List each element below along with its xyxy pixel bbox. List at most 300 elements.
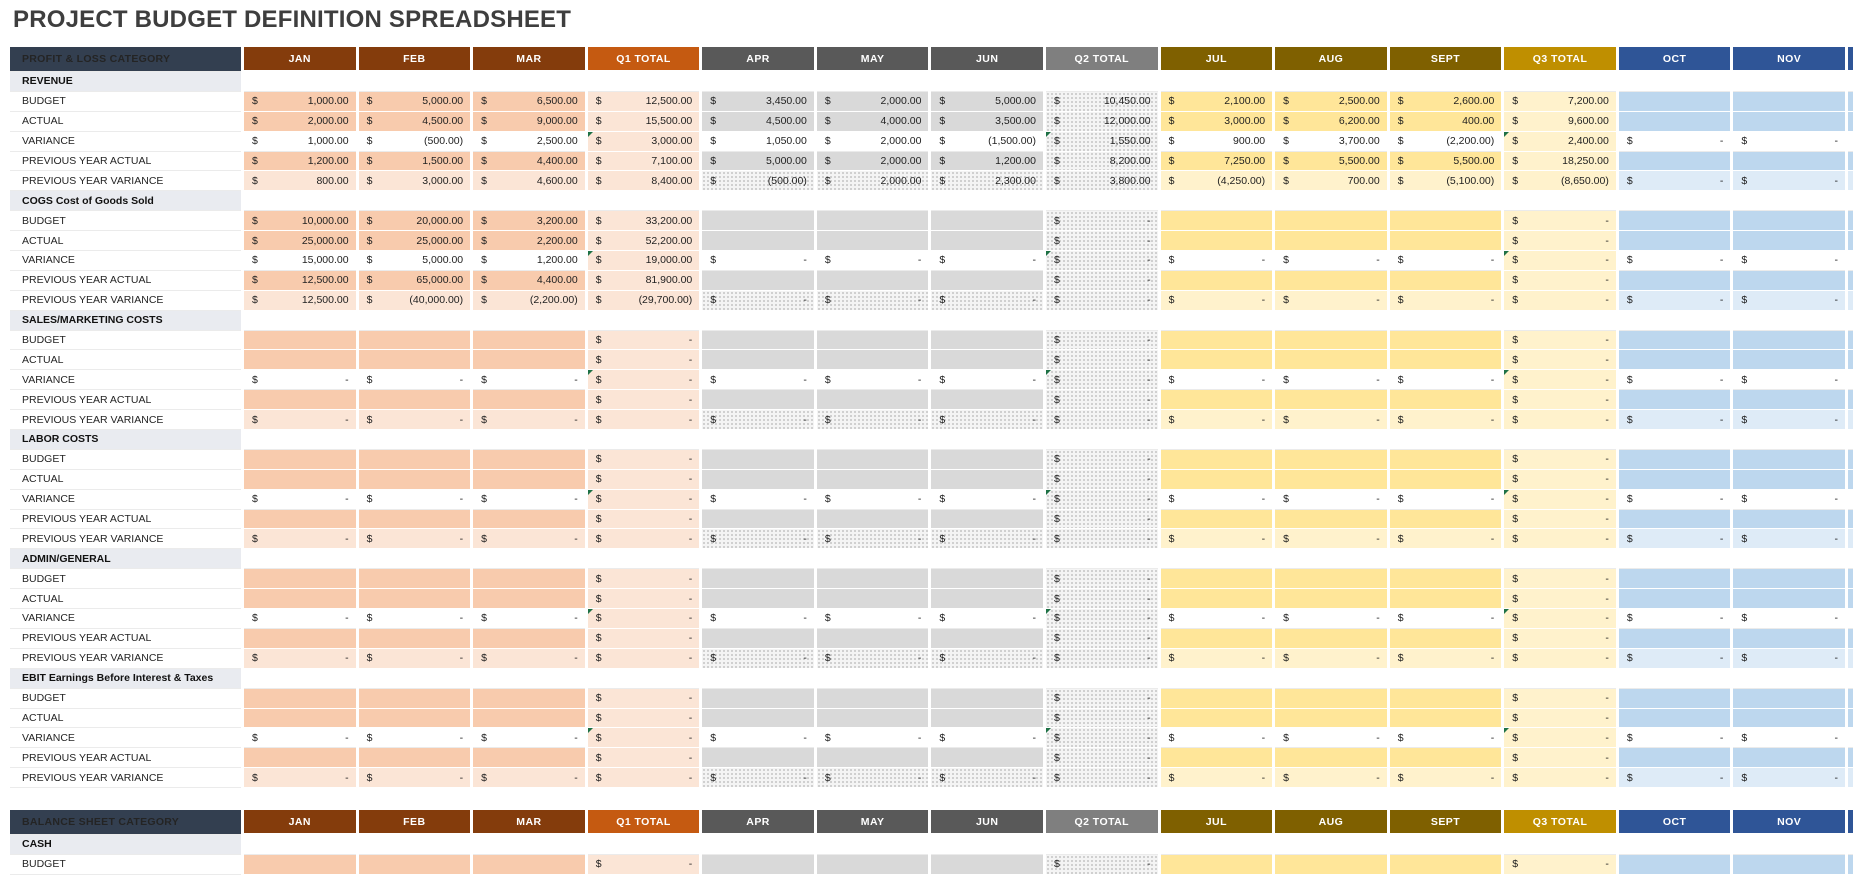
data-cell[interactable] [1504,370,1616,390]
column-header-aug[interactable]: AUG [1275,47,1387,72]
data-cell[interactable] [1733,629,1845,649]
row-label[interactable]: PREVIOUS YEAR VARIANCE [10,529,241,549]
data-cell[interactable] [1733,271,1845,291]
row-label[interactable]: BUDGET [10,92,241,112]
section-row-cell[interactable] [1619,191,1731,211]
data-cell[interactable] [588,709,700,729]
data-cell[interactable] [473,529,585,549]
row-label[interactable]: ACTUAL [10,709,241,729]
data-cell[interactable] [1046,92,1158,112]
data-cell[interactable] [244,112,356,132]
data-cell[interactable] [359,251,471,271]
data-cell[interactable] [1161,649,1273,669]
data-cell[interactable] [359,748,471,768]
data-cell[interactable] [473,569,585,589]
data-cell[interactable] [1161,271,1273,291]
section-row-cell[interactable] [931,549,1043,569]
section-row-cell[interactable] [1504,430,1616,450]
data-cell[interactable] [588,855,700,875]
row-label[interactable]: PREVIOUS YEAR ACTUAL [10,152,241,172]
data-cell[interactable] [1733,748,1845,768]
data-cell[interactable] [1733,132,1845,152]
column-header-jan[interactable]: JAN [244,47,356,72]
data-cell[interactable] [702,112,814,132]
data-cell[interactable] [359,450,471,470]
data-cell[interactable] [1161,450,1273,470]
section-row-cell[interactable] [588,669,700,689]
section-row-cell[interactable] [244,549,356,569]
data-cell[interactable] [1275,92,1387,112]
column-header-nov[interactable]: NOV [1733,47,1845,72]
section-row-cell[interactable] [1733,549,1845,569]
data-cell[interactable] [702,855,814,875]
section-row-cell[interactable] [1390,311,1502,331]
data-cell[interactable] [1390,350,1502,370]
section-row-cell[interactable] [244,191,356,211]
data-cell[interactable] [1046,390,1158,410]
data-cell[interactable] [588,490,700,510]
section-row-cell[interactable] [588,72,700,92]
data-cell[interactable] [473,271,585,291]
data-cell[interactable] [931,855,1043,875]
table-category-header[interactable]: PROFIT & LOSS CATEGORY [10,47,241,72]
data-cell[interactable] [1161,231,1273,251]
data-cell[interactable] [1619,251,1731,271]
data-cell[interactable] [1619,589,1731,609]
data-cell[interactable] [931,768,1043,788]
data-cell[interactable] [473,92,585,112]
data-cell[interactable] [817,152,929,172]
data-cell[interactable] [244,768,356,788]
data-cell[interactable] [1733,410,1845,430]
column-header-jan[interactable]: JAN [244,810,356,835]
data-cell[interactable] [1275,470,1387,490]
section-row-cell[interactable] [1619,430,1731,450]
data-cell[interactable] [473,609,585,629]
section-row-cell[interactable] [244,669,356,689]
data-cell[interactable] [1619,689,1731,709]
data-cell[interactable] [1504,569,1616,589]
data-cell[interactable] [1390,410,1502,430]
data-cell[interactable] [1390,510,1502,530]
data-cell[interactable] [1275,171,1387,191]
data-cell[interactable] [1619,855,1731,875]
data-cell[interactable] [244,689,356,709]
data-cell[interactable] [1619,728,1731,748]
data-cell[interactable] [1046,529,1158,549]
data-cell[interactable] [1275,370,1387,390]
data-cell[interactable] [473,350,585,370]
data-cell[interactable] [702,490,814,510]
section-row-cell[interactable] [1161,549,1273,569]
data-cell[interactable] [588,569,700,589]
data-cell[interactable] [1275,609,1387,629]
data-cell[interactable] [1046,709,1158,729]
data-cell[interactable] [588,689,700,709]
data-cell[interactable] [1504,589,1616,609]
data-cell[interactable] [473,689,585,709]
data-cell[interactable] [1390,649,1502,669]
row-label[interactable]: VARIANCE [10,728,241,748]
section-row-cell[interactable] [1275,549,1387,569]
data-cell[interactable] [1733,728,1845,748]
section-row-cell[interactable] [1275,72,1387,92]
column-header-jun[interactable]: JUN [931,47,1043,72]
data-cell[interactable] [1504,510,1616,530]
section-row-cell[interactable] [1161,430,1273,450]
section-row-cell[interactable] [817,191,929,211]
row-label[interactable]: PREVIOUS YEAR ACTUAL [10,510,241,530]
section-row-cell[interactable] [1733,72,1845,92]
data-cell[interactable] [1504,450,1616,470]
data-cell[interactable] [1619,490,1731,510]
data-cell[interactable] [1619,132,1731,152]
data-cell[interactable] [1504,92,1616,112]
section-row-cell[interactable] [931,669,1043,689]
data-cell[interactable] [1733,112,1845,132]
section-row-cell[interactable] [1046,669,1158,689]
data-cell[interactable] [817,510,929,530]
row-label[interactable]: PREVIOUS YEAR VARIANCE [10,291,241,311]
data-cell[interactable] [702,649,814,669]
data-cell[interactable] [1390,152,1502,172]
row-label[interactable]: PREVIOUS YEAR ACTUAL [10,390,241,410]
data-cell[interactable] [1733,529,1845,549]
row-label[interactable]: VARIANCE [10,132,241,152]
data-cell[interactable] [1390,92,1502,112]
data-cell[interactable] [1504,689,1616,709]
data-cell[interactable] [931,271,1043,291]
data-cell[interactable] [473,370,585,390]
section-row-cell[interactable] [1161,835,1273,855]
data-cell[interactable] [931,331,1043,351]
data-cell[interactable] [359,331,471,351]
data-cell[interactable] [359,171,471,191]
section-row-cell[interactable] [702,311,814,331]
data-cell[interactable] [1275,291,1387,311]
data-cell[interactable] [359,569,471,589]
data-cell[interactable] [817,251,929,271]
data-cell[interactable] [1161,132,1273,152]
data-cell[interactable] [1733,689,1845,709]
data-cell[interactable] [1390,709,1502,729]
data-cell[interactable] [931,171,1043,191]
section-row-cell[interactable] [359,311,471,331]
data-cell[interactable] [817,569,929,589]
data-cell[interactable] [1504,855,1616,875]
data-cell[interactable] [702,132,814,152]
data-cell[interactable] [817,350,929,370]
section-row-cell[interactable] [359,835,471,855]
column-header-q3-total[interactable]: Q3 TOTAL [1504,810,1616,835]
data-cell[interactable] [244,370,356,390]
data-cell[interactable] [817,370,929,390]
data-cell[interactable] [1046,855,1158,875]
data-cell[interactable] [1390,291,1502,311]
data-cell[interactable] [473,629,585,649]
section-row-cell[interactable] [1733,669,1845,689]
data-cell[interactable] [817,211,929,231]
data-cell[interactable] [359,410,471,430]
data-cell[interactable] [359,112,471,132]
data-cell[interactable] [1161,152,1273,172]
row-label[interactable]: PREVIOUS YEAR VARIANCE [10,768,241,788]
column-header-q2-total[interactable]: Q2 TOTAL [1046,47,1158,72]
data-cell[interactable] [702,629,814,649]
section-row-cell[interactable] [359,669,471,689]
section-row-cell[interactable] [702,669,814,689]
data-cell[interactable] [1161,689,1273,709]
data-cell[interactable] [931,211,1043,231]
section-row-cell[interactable] [244,835,356,855]
data-cell[interactable] [1161,510,1273,530]
data-cell[interactable] [1390,370,1502,390]
data-cell[interactable] [931,132,1043,152]
data-cell[interactable] [1733,450,1845,470]
data-cell[interactable] [359,291,471,311]
data-cell[interactable] [473,589,585,609]
data-cell[interactable] [931,231,1043,251]
row-label[interactable]: BUDGET [10,450,241,470]
section-row-cell[interactable] [1504,72,1616,92]
data-cell[interactable] [244,589,356,609]
data-cell[interactable] [1046,450,1158,470]
section-row-cell[interactable] [473,72,585,92]
data-cell[interactable] [588,609,700,629]
data-cell[interactable] [473,748,585,768]
data-cell[interactable] [359,855,471,875]
data-cell[interactable] [473,171,585,191]
column-header-jul[interactable]: JUL [1161,810,1273,835]
data-cell[interactable] [1161,609,1273,629]
data-cell[interactable] [588,450,700,470]
data-cell[interactable] [473,510,585,530]
data-cell[interactable] [1161,211,1273,231]
data-cell[interactable] [1046,231,1158,251]
data-cell[interactable] [1504,390,1616,410]
data-cell[interactable] [1046,510,1158,530]
data-cell[interactable] [817,291,929,311]
row-label[interactable]: BUDGET [10,689,241,709]
data-cell[interactable] [1504,410,1616,430]
data-cell[interactable] [473,490,585,510]
data-cell[interactable] [931,689,1043,709]
data-cell[interactable] [1046,211,1158,231]
data-cell[interactable] [702,529,814,549]
section-row-cell[interactable] [1046,549,1158,569]
data-cell[interactable] [817,231,929,251]
data-cell[interactable] [1619,390,1731,410]
section-row-cell[interactable] [588,311,700,331]
section-row-cell[interactable] [702,191,814,211]
data-cell[interactable] [244,271,356,291]
data-cell[interactable] [1275,331,1387,351]
data-cell[interactable] [1161,855,1273,875]
row-label[interactable]: ACTUAL [10,112,241,132]
data-cell[interactable] [588,748,700,768]
data-cell[interactable] [817,609,929,629]
data-cell[interactable] [1161,709,1273,729]
column-header-aug[interactable]: AUG [1275,810,1387,835]
section-row-cell[interactable] [1390,835,1502,855]
data-cell[interactable] [1161,291,1273,311]
data-cell[interactable] [359,390,471,410]
section-row-cell[interactable] [702,430,814,450]
row-label[interactable]: VARIANCE [10,609,241,629]
data-cell[interactable] [588,390,700,410]
data-cell[interactable] [1733,92,1845,112]
column-header-q3-total[interactable]: Q3 TOTAL [1504,47,1616,72]
data-cell[interactable] [1733,251,1845,271]
data-cell[interactable] [244,132,356,152]
data-cell[interactable] [702,331,814,351]
data-cell[interactable] [588,171,700,191]
data-cell[interactable] [1619,171,1731,191]
data-cell[interactable] [1161,529,1273,549]
data-cell[interactable] [1046,569,1158,589]
data-cell[interactable] [702,350,814,370]
data-cell[interactable] [1046,470,1158,490]
data-cell[interactable] [817,629,929,649]
section-row-cell[interactable] [702,549,814,569]
data-cell[interactable] [1275,410,1387,430]
data-cell[interactable] [1619,768,1731,788]
data-cell[interactable] [817,855,929,875]
data-cell[interactable] [359,231,471,251]
data-cell[interactable] [1504,251,1616,271]
section-row-cell[interactable] [1046,430,1158,450]
column-header-sept[interactable]: SEPT [1390,47,1502,72]
data-cell[interactable] [588,132,700,152]
data-cell[interactable] [1275,112,1387,132]
data-cell[interactable] [1161,92,1273,112]
data-cell[interactable] [588,152,700,172]
data-cell[interactable] [702,231,814,251]
data-cell[interactable] [817,470,929,490]
data-cell[interactable] [473,410,585,430]
data-cell[interactable] [1161,350,1273,370]
data-cell[interactable] [1504,271,1616,291]
data-cell[interactable] [588,510,700,530]
data-cell[interactable] [1733,510,1845,530]
data-cell[interactable] [1390,132,1502,152]
data-cell[interactable] [1504,529,1616,549]
section-row-cell[interactable] [1275,311,1387,331]
data-cell[interactable] [473,470,585,490]
data-cell[interactable] [931,112,1043,132]
data-cell[interactable] [1275,132,1387,152]
column-header-oct[interactable]: OCT [1619,47,1731,72]
section-row-cell[interactable] [359,430,471,450]
data-cell[interactable] [359,490,471,510]
section-row-cell[interactable] [359,72,471,92]
data-cell[interactable] [244,649,356,669]
data-cell[interactable] [702,569,814,589]
data-cell[interactable] [473,728,585,748]
data-cell[interactable] [1733,171,1845,191]
section-row-cell[interactable] [1390,72,1502,92]
section-row-cell[interactable] [817,835,929,855]
data-cell[interactable] [1504,609,1616,629]
data-cell[interactable] [1390,231,1502,251]
column-header-may[interactable]: MAY [817,810,929,835]
data-cell[interactable] [588,768,700,788]
data-cell[interactable] [931,569,1043,589]
data-cell[interactable] [473,709,585,729]
data-cell[interactable] [702,450,814,470]
data-cell[interactable] [1733,370,1845,390]
section-row-cell[interactable] [1161,191,1273,211]
data-cell[interactable] [931,609,1043,629]
data-cell[interactable] [931,589,1043,609]
data-cell[interactable] [931,390,1043,410]
data-cell[interactable] [1504,132,1616,152]
section-row-cell[interactable] [244,430,356,450]
data-cell[interactable] [702,92,814,112]
data-cell[interactable] [1390,271,1502,291]
data-cell[interactable] [1733,390,1845,410]
section-row-cell[interactable] [473,191,585,211]
section-row-cell[interactable] [588,191,700,211]
data-cell[interactable] [588,470,700,490]
data-cell[interactable] [473,152,585,172]
section-header[interactable]: ADMIN/GENERAL [10,549,241,569]
data-cell[interactable] [931,649,1043,669]
section-row-cell[interactable] [1275,835,1387,855]
data-cell[interactable] [1390,855,1502,875]
data-cell[interactable] [244,529,356,549]
data-cell[interactable] [359,470,471,490]
data-cell[interactable] [1390,211,1502,231]
section-row-cell[interactable] [931,191,1043,211]
data-cell[interactable] [1275,748,1387,768]
data-cell[interactable] [1275,589,1387,609]
data-cell[interactable] [702,689,814,709]
section-row-cell[interactable] [702,835,814,855]
data-cell[interactable] [702,510,814,530]
data-cell[interactable] [588,251,700,271]
data-cell[interactable] [1161,370,1273,390]
data-cell[interactable] [359,132,471,152]
section-row-cell[interactable] [359,191,471,211]
data-cell[interactable] [1275,271,1387,291]
data-cell[interactable] [244,231,356,251]
data-cell[interactable] [1046,350,1158,370]
data-cell[interactable] [1275,350,1387,370]
data-cell[interactable] [588,231,700,251]
data-cell[interactable] [244,331,356,351]
data-cell[interactable] [1619,450,1731,470]
data-cell[interactable] [1275,231,1387,251]
row-label[interactable]: VARIANCE [10,370,241,390]
data-cell[interactable] [588,271,700,291]
data-cell[interactable] [1046,589,1158,609]
data-cell[interactable] [359,211,471,231]
data-cell[interactable] [244,629,356,649]
data-cell[interactable] [1504,231,1616,251]
data-cell[interactable] [702,251,814,271]
section-row-cell[interactable] [1504,835,1616,855]
data-cell[interactable] [244,569,356,589]
data-cell[interactable] [1275,855,1387,875]
data-cell[interactable] [702,609,814,629]
data-cell[interactable] [1619,112,1731,132]
data-cell[interactable] [473,768,585,788]
data-cell[interactable] [1046,291,1158,311]
data-cell[interactable] [473,251,585,271]
data-cell[interactable] [931,291,1043,311]
data-cell[interactable] [1275,510,1387,530]
